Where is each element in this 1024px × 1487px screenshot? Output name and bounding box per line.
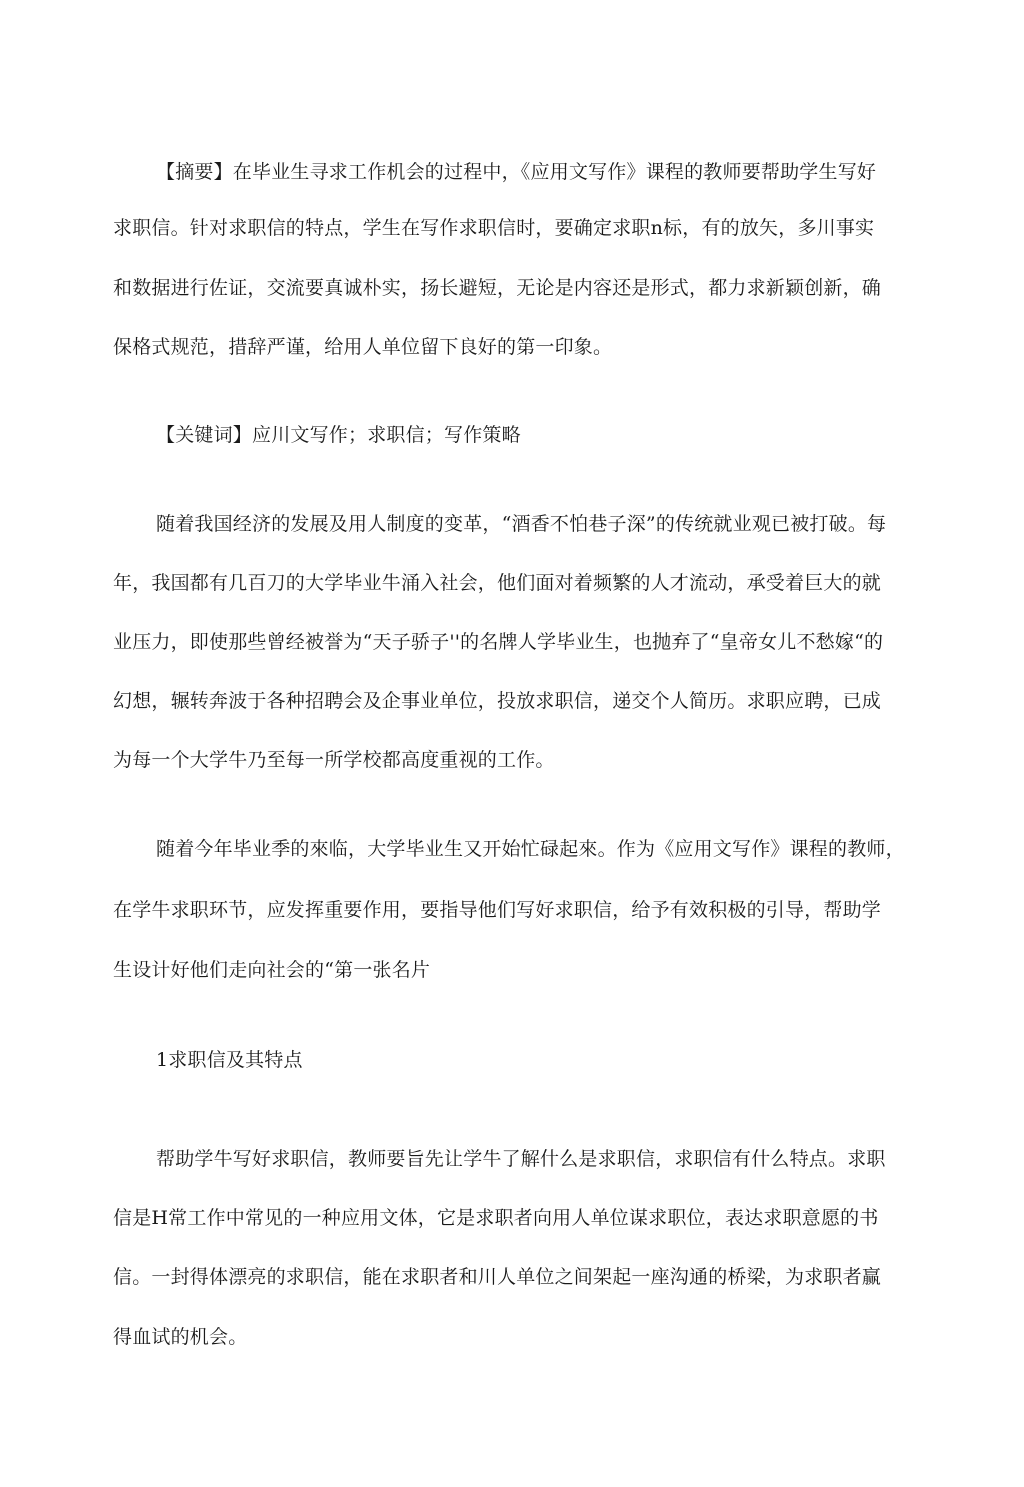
body-line: 信。一封得体漂亮的求职信，能在求职者和川人单位之间架起一座沟通的桥梁，为求职者赢 (113, 1266, 882, 1288)
body-line: 帮助学牛写好求职信，教师要旨先让学牛了解什么是求职信，求职信有什么特点。求职 (156, 1148, 886, 1170)
body-line: 信是H常工作中常见的一种应用文体，它是求职者向用人单位谋求职位，表达求职意愿的书 (113, 1207, 879, 1229)
body-line: 为每一个大学牛乃至每一所学校都高度重视的工作。 (113, 749, 555, 771)
body-line: 生设计好他们走向社会的“第一张名片 (113, 959, 431, 981)
abstract-line: 保格式规范，措辞严谨，给用人单位留下良好的第一印象。 (113, 336, 613, 358)
keywords-line: 【关键词】应川文写作；求职信；写作策略 (156, 424, 521, 446)
section-heading: 1求职信及其特点 (156, 1049, 303, 1071)
abstract-line: 和数据进行佐证，交流要真诚朴实，扬长避短，无论是内容还是形式，都力求新颖创新，确 (113, 277, 882, 299)
body-line: 幻想，辗转奔波于各种招聘会及企事业单位，投放求职信，递交个人简历。求职应聘，已成 (113, 690, 882, 712)
abstract-line: 求职信。针对求职信的特点，学生在写作求职信时，要确定求职n标，有的放矢，多川事实 (113, 217, 875, 239)
body-line: 随着我国经济的发展及用人制度的变革，“酒香不怕巷子深”的传统就业观已被打破。每 (156, 513, 887, 535)
body-line: 得血试的机会。 (113, 1326, 248, 1348)
body-line: 在学牛求职环节，应发挥重要作用，要指导他们写好求职信，给予有效积极的引导，帮助学 (113, 899, 882, 921)
abstract-line: 【摘要】在毕业生寻求工作机会的过程中，《应用文写作》课程的教师要帮助学生写好 (156, 161, 877, 183)
body-line: 业压力，即使那些曾经被誉为“天子骄子''的名牌人学毕业生，也抛弃了“皇帝女儿不愁嫁“的 (113, 631, 884, 653)
body-line: 年，我国都有几百刀的大学毕业牛涌入社会，他们面对着频繁的人才流动，承受着巨大的就 (113, 572, 882, 594)
body-line: 随着今年毕业季的來临，大学毕业生又开始忙碌起來。作为《应用文写作》课程的教师， (156, 838, 905, 860)
